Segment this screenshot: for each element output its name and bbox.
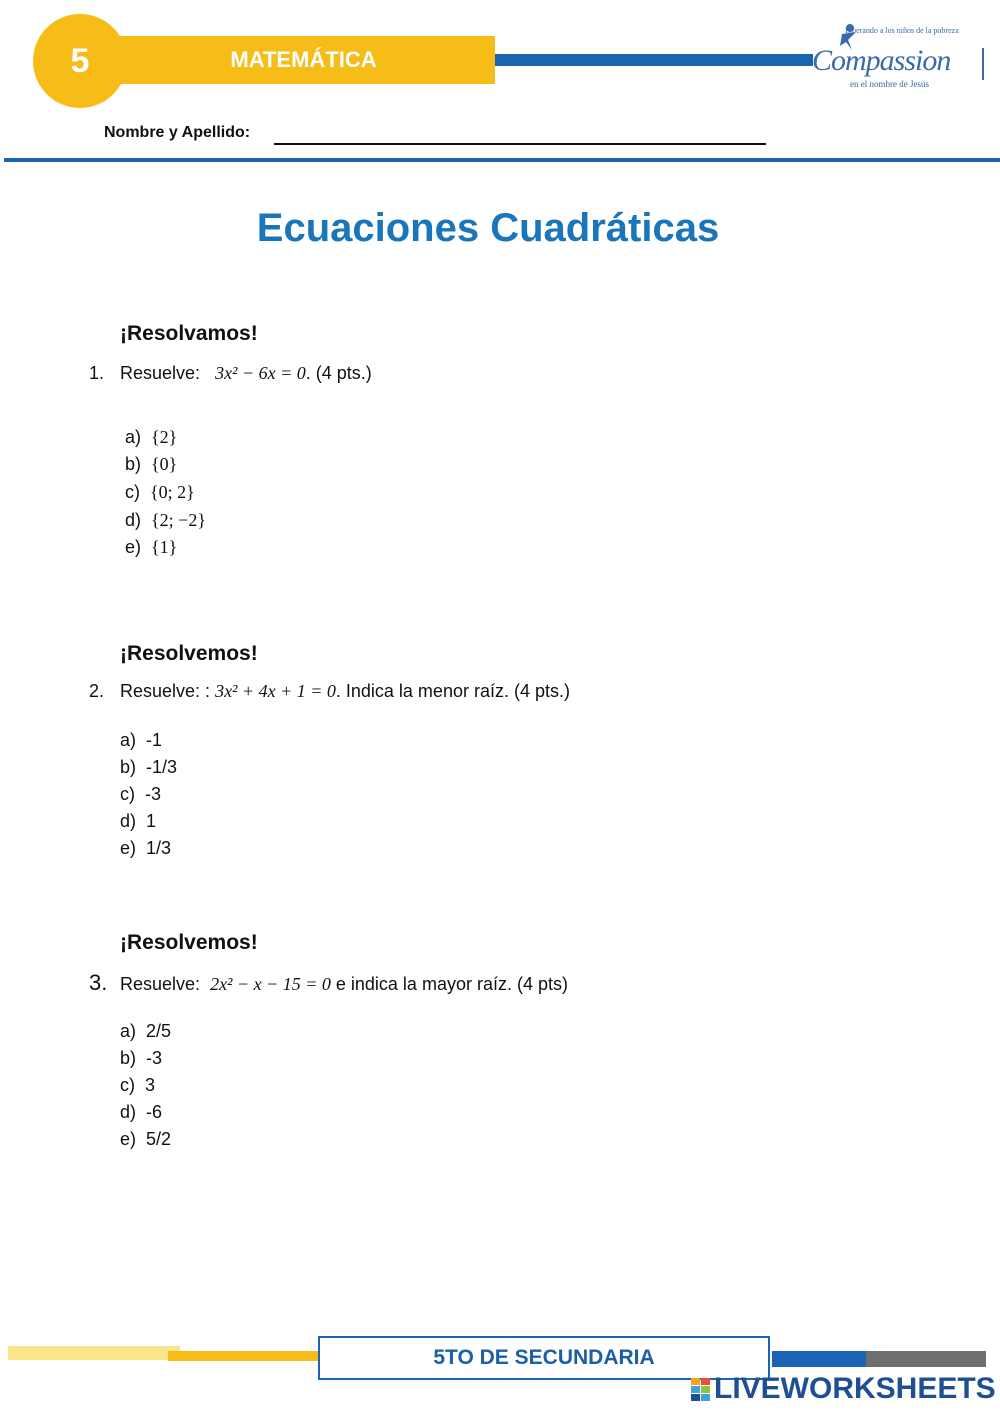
- option-text: 1/3: [146, 838, 172, 858]
- header-blue-bar: [495, 54, 813, 66]
- footer-yellow-strip: [8, 1346, 180, 1360]
- option-row[interactable]: [125, 482, 195, 503]
- option-text: -6: [146, 1102, 163, 1122]
- option-row[interactable]: [120, 838, 171, 859]
- option-text: {2; −2}: [151, 510, 206, 530]
- option-letter: b): [120, 1048, 137, 1068]
- option-letter: d): [125, 510, 142, 530]
- option-row[interactable]: [120, 730, 162, 751]
- option-letter: e): [120, 838, 137, 858]
- question-prefix: Resuelve:: [120, 974, 201, 994]
- question-suffix: e indica la mayor raíz. (4 pts): [330, 974, 568, 994]
- question-equation: 3x² − 6x = 0: [215, 363, 306, 383]
- footer-blue-bar: [772, 1351, 868, 1367]
- name-input-line[interactable]: [274, 143, 766, 145]
- liveworksheets-logo-icon: [691, 1378, 711, 1402]
- subject-banner: [112, 36, 495, 84]
- question-text-3: [120, 974, 568, 995]
- option-letter: c): [120, 784, 135, 804]
- section-heading-2: ¡Resolvemos!: [120, 642, 258, 665]
- question-suffix: . (4 pts.): [305, 363, 372, 383]
- option-text: {1}: [151, 537, 178, 557]
- footer-grade-box: [318, 1336, 770, 1380]
- option-text: -3: [145, 784, 162, 804]
- option-letter: c): [120, 1075, 135, 1095]
- logo-wordmark: Compassion: [812, 44, 951, 77]
- option-row[interactable]: [120, 811, 156, 832]
- option-text: -3: [146, 1048, 163, 1068]
- option-letter: e): [125, 537, 142, 557]
- logo-subtext: en el nombre de Jesús: [850, 79, 929, 89]
- option-text: 3: [145, 1075, 156, 1095]
- footer-gray-bar: [866, 1351, 986, 1367]
- option-row[interactable]: [125, 427, 177, 448]
- option-text: {2}: [151, 427, 178, 447]
- option-text: {0}: [151, 454, 178, 474]
- question-prefix: Resuelve: :: [120, 681, 211, 701]
- option-row[interactable]: [120, 784, 161, 805]
- footer-yellow-bar: [168, 1351, 318, 1361]
- option-row[interactable]: [120, 1129, 171, 1150]
- option-letter: b): [125, 454, 142, 474]
- option-text: 2/5: [146, 1021, 172, 1041]
- option-row[interactable]: [125, 510, 206, 531]
- option-row[interactable]: [120, 1075, 155, 1096]
- option-text: -1: [146, 730, 163, 750]
- question-number-1: 1.: [89, 363, 105, 383]
- question-prefix: Resuelve:: [120, 363, 201, 383]
- subject-label: MATEMÁTICA: [230, 47, 377, 72]
- option-text: {0; 2}: [150, 482, 195, 502]
- logo-tagline: Liberando a los niños de la pobreza: [845, 26, 959, 35]
- question-equation: 3x² + 4x + 1 = 0: [215, 681, 336, 701]
- page-title: Ecuaciones Cuadráticas: [256, 206, 720, 250]
- question-suffix: . Indica la menor raíz. (4 pts.): [335, 681, 570, 701]
- section-heading-1: ¡Resolvamos!: [120, 322, 258, 345]
- option-row[interactable]: [120, 1102, 162, 1123]
- option-letter: c): [125, 482, 140, 502]
- option-row[interactable]: [120, 757, 177, 778]
- grade-number: 5: [70, 41, 90, 80]
- option-row[interactable]: [120, 1048, 162, 1069]
- section-heading-3: ¡Resolvemos!: [120, 931, 258, 954]
- option-letter: a): [120, 1021, 137, 1041]
- option-letter: d): [120, 811, 137, 831]
- option-row[interactable]: [120, 1021, 171, 1042]
- question-equation: 2x² − x − 15 = 0: [210, 974, 331, 994]
- option-text: 1: [146, 811, 157, 831]
- name-label: Nombre y Apellido:: [104, 124, 251, 141]
- liveworksheets-watermark[interactable]: LIVEWORKSHEETS: [714, 1372, 996, 1405]
- grade-badge: [33, 14, 127, 108]
- question-number-3: 3.: [89, 970, 108, 995]
- option-text: -1/3: [146, 757, 178, 777]
- option-row[interactable]: [125, 454, 177, 475]
- question-text-2: [120, 681, 570, 702]
- option-row[interactable]: [125, 537, 177, 558]
- header-divider: [4, 158, 1000, 162]
- option-letter: d): [120, 1102, 137, 1122]
- option-letter: b): [120, 757, 137, 777]
- option-letter: e): [120, 1129, 137, 1149]
- option-letter: a): [120, 730, 137, 750]
- question-text-1: [120, 363, 372, 384]
- option-text: 5/2: [146, 1129, 172, 1149]
- option-letter: a): [125, 427, 142, 447]
- question-number-2: 2.: [89, 681, 105, 701]
- footer-grade-label: 5TO DE SECUNDARIA: [433, 1346, 655, 1369]
